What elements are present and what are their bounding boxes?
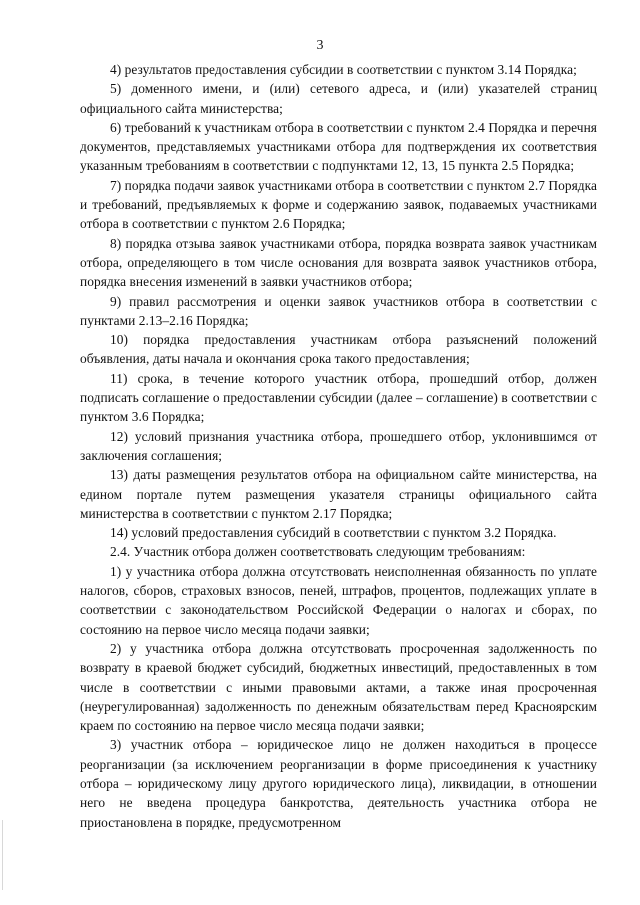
document-body <box>80 60 597 832</box>
paragraph-item-9: 9) правил рассмотрения и оценки заявок участников отбора в соответствии с пунктами 2.13–2.16 Порядка; <box>80 293 597 328</box>
requirement-item-3: 3) участник отбора – юридическое лицо не должен находиться в процессе реорганизации (за исключением реорганизации в форме присоединения к участнику отбора – юридическому лицу другого юридического лица), ликвидации, в отношении него не введена процедура банкротства, деятельность участника отбора не приостановлена в порядке, предусмотренном <box>80 737 597 830</box>
paragraph-item-12: 12) условий признания участника отбора, прошедшего отбор, уклонившимся от заключения соглашения; <box>80 428 597 463</box>
paragraph-item-4: 4) результатов предоставления субсидии в соответствии с пунктом 3.14 Порядка; <box>110 62 577 77</box>
requirement-item-1: 1) у участника отбора должна отсутствовать неисполненная обязанность по уплате налогов, сборов, страховых взносов, пеней, штрафов, процентов, подлежащих уплате в соответствии с законодательством Российской Федерации о налогах и сборах, по состоянию на первое число месяца подачи заявки; <box>80 563 597 637</box>
requirement-item-2: 2) у участника отбора должна отсутствовать просроченная задолженность по возврату в краевой бюджет субсидий, бюджетных инвестиций, предоставленных в том числе в соответствии с иными правовыми актами, а также иная просроченная (неурегулированная) задолженность по денежным обязательствам перед Красноярским краем по состоянию на первое число месяца подачи заявки; <box>80 640 597 734</box>
scan-edge-mark <box>2 820 9 890</box>
paragraph-item-5: 5) доменного имени, и (или) сетевого адреса, и (или) указателей страниц официального сайта министерства; <box>80 81 597 116</box>
section-heading-2-4: 2.4. Участник отбора должен соответствовать следующим требованиям: <box>110 544 526 560</box>
paragraph-item-11: 11) срока, в течение которого участник отбора, прошедший отбор, должен подписать соглашение о предоставлении субсидии (далее – соглашение) в соответствии с пунктом 3.6 Порядка; <box>80 370 597 425</box>
paragraph-item-10: 10) порядка предоставления участникам отбора разъяснений положений объявления, даты начала и окончания срока такого предоставления; <box>80 332 597 367</box>
paragraph-item-6: 6) требований к участникам отбора в соответствии с пунктом 2.4 Порядка и перечня документов, представляемых участниками отбора для подтверждения их соответствия указанным требованиям в соответствии с подпунктами 12, 13, 15 пункта 2.5 Порядка; <box>80 119 597 174</box>
paragraph-item-8: 8) порядка отзыва заявок участниками отбора, порядка возврата заявок участникам отбора, определяющего в том числе основания для возврата заявок участников отбора, порядка внесения изменений в заявки участников отбора; <box>80 235 597 290</box>
page-number: 3 <box>316 38 324 53</box>
paragraph-item-13: 13) даты размещения результатов отбора на официальном сайте министерства, на едином портале путем размещения указателя страницы официального сайта министерства в соответствии с пунктом 2.17 Порядка; <box>80 467 597 521</box>
paragraph-item-14: 14) условий предоставления субсидий в соответствии с пунктом 3.2 Порядка. <box>110 525 557 541</box>
paragraph-item-7: 7) порядка подачи заявок участниками отбора в соответствии с пунктом 2.7 Порядка и требований, предъявляемых к форме и содержанию заявок, подаваемых участниками отбора в соответствии с пунктом 2.6 Порядка; <box>80 177 597 232</box>
